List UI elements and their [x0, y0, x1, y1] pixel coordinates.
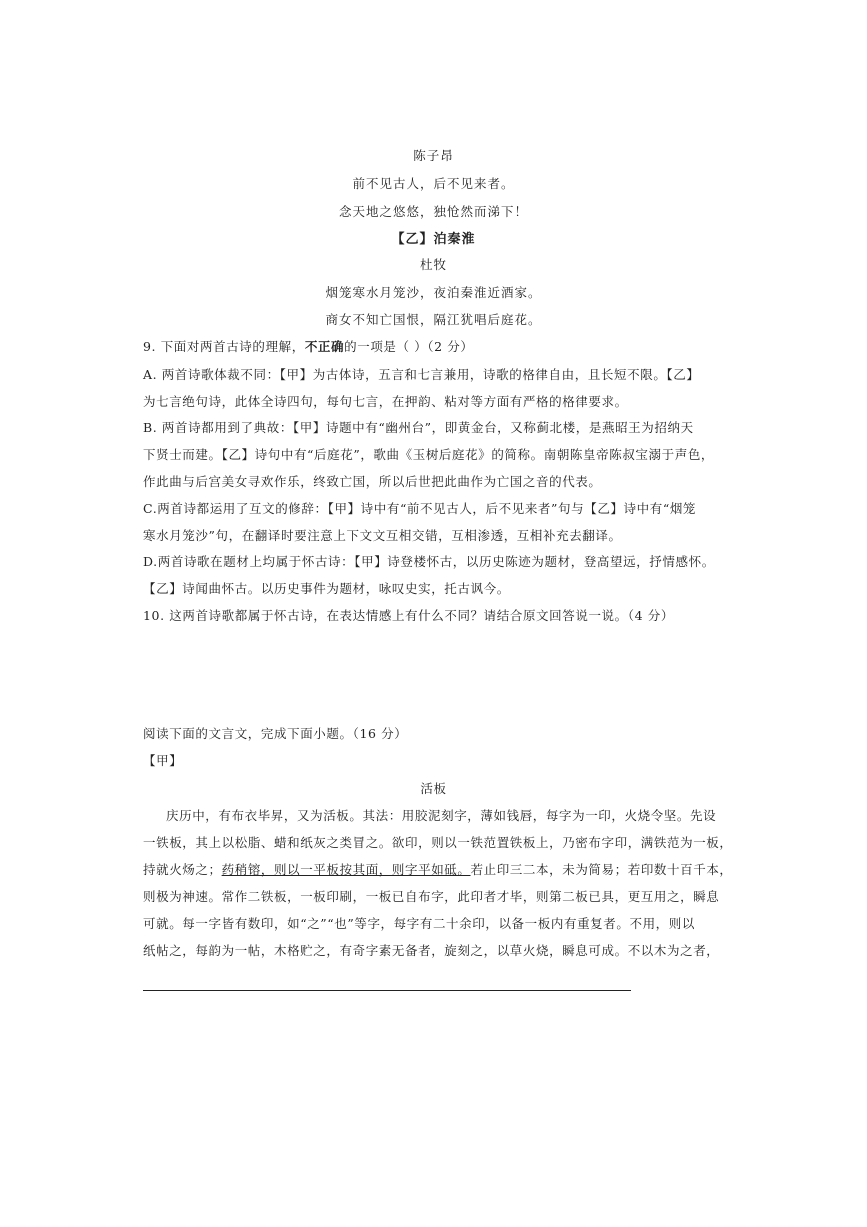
question-10: 10. 这两首诗歌都属于怀古诗，在表达情感上有什么不同？请结合原文回答说一说。（4 分） [143, 608, 674, 623]
option-a-line-1: A. 两首诗歌体裁不同：【甲】为古体诗，五言和七言兼用，诗歌的格律自由，且长短不限。【乙】 [143, 367, 700, 382]
option-c-line-2: 寒水月笼沙”句，在翻译时要注意上下文文互相交错，互相渗透，互相补充去翻译。 [143, 528, 622, 543]
footer-rule [143, 990, 631, 991]
option-d-line-2: 【乙】诗闻曲怀古。以历史事件为题材，咏叹史实，托古讽今。 [143, 581, 510, 596]
option-c-line-1: C.两首诗都运用了互文的修辞：【甲】诗中有“前不见古人，后不见来者”句与【乙】诗中有“烟笼 [143, 501, 697, 516]
option-d-line-1: D.两首诗歌在题材上均属于怀古诗：【甲】诗登楼怀古，以历史陈迹为题材，登高望远，抒情感怀。 [143, 554, 715, 569]
poem-jia-line-2: 念天地之悠悠，独怆然而涕下！ [338, 204, 528, 219]
passage-line-4: 则极为神速。常作二铁板，一板印刷，一板已自布字，此印者才毕，则第二板已具，更互用之，瞬息 [143, 889, 720, 904]
passage-line-3-a: 持就火炀之； [143, 862, 222, 877]
reading-label-jia: 【甲】 [143, 753, 183, 768]
option-b-line-1: B. 两首诗都用到了典故：【甲】诗题中有“幽州台”，即黄金台，又称蓟北楼，是燕昭王为招纳天 [143, 420, 694, 435]
question-9-stem-text-a: 9. 下面对两首古诗的理解， [143, 339, 305, 354]
passage-title: 活板 [420, 781, 447, 796]
passage-line-3-b: 若止印三二本，未为简易；若印数十百千本， [470, 862, 733, 877]
reading-intro: 阅读下面的文言文，完成下面小题。（16 分） [143, 726, 408, 741]
poem-yi-title: 【乙】泊秦淮 [391, 232, 476, 247]
option-b-line-3: 作此曲与后宫美女寻欢作乐，终致亡国，所以后世把此曲作为亡国之音的代表。 [143, 474, 602, 489]
poem-yi-line-1: 烟笼寒水月笼沙，夜泊秦淮近酒家。 [325, 285, 542, 300]
question-9-stem [143, 337, 473, 355]
option-a-line-2: 为七言绝句诗，此体全诗四句，每句七言，在押韵、粘对等方面有严格的格律要求。 [143, 394, 628, 409]
question-9-stem-emphasis: 不正确 [304, 339, 345, 354]
passage-line-5: 可就。每一字皆有数印，如“之”“也”等字，每字有二十余印，以备一板内有重复者。不用，则以 [143, 916, 695, 931]
passage-line-1: 庆历中，有布衣毕昇，又为活板。其法：用胶泥刻字，薄如钱唇，每字为一印，火烧令坚。先设 [166, 808, 717, 823]
passage-line-2: 一铁板，其上以松脂、蜡和纸灰之类冒之。欲印，则以一铁范置铁板上，乃密布字印，满铁范为一板， [143, 835, 733, 850]
passage-underlined-sentence: 药稍镕，则以一平板按其面，则字平如砥。 [221, 862, 471, 877]
passage-line-6: 纸帖之，每韵为一帖，木格贮之，有奇字素无备者，旋刻之，以草火烧，瞬息可成。不以木为之者， [143, 943, 720, 958]
poem-yi-line-2: 商女不知亡国恨，隔江犹唱后庭花。 [325, 312, 542, 327]
poem-jia-author: 陈子昂 [413, 148, 454, 163]
poem-yi-author: 杜牧 [419, 257, 447, 272]
poem-jia-line-1: 前不见古人，后不见来者。 [352, 176, 515, 191]
passage-line-3 [143, 860, 733, 878]
option-b-line-2: 下贤士而建。【乙】诗句中有“后庭花”，歌曲《玉树后庭花》的简称。南朝陈皇帝陈叔宝溺于声色， [143, 447, 715, 462]
question-9-stem-text-b: 的一项是（ ）（2 分） [344, 339, 474, 354]
